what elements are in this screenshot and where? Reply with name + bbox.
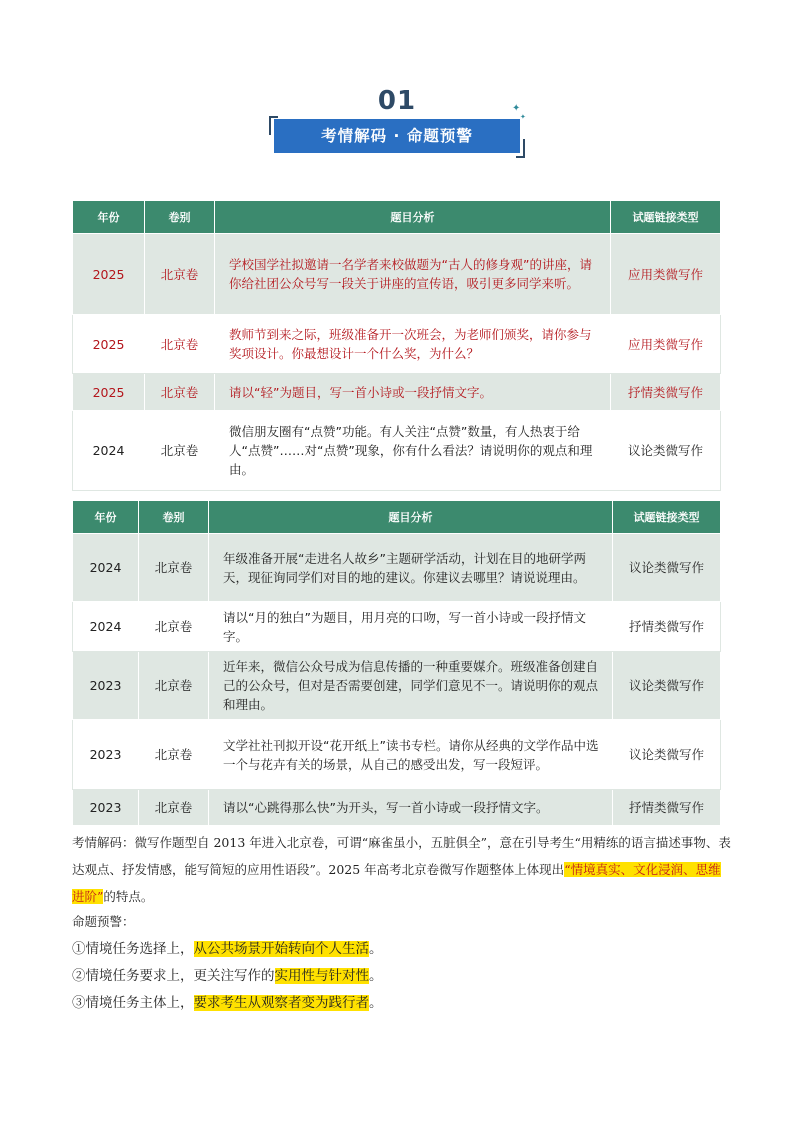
type-cell: 议论类微写作: [613, 652, 721, 720]
year-cell: 2023: [73, 652, 139, 720]
column-header: 题目分析: [215, 201, 611, 234]
warning-item-highlight: 实用性与针对性: [274, 968, 369, 984]
sparkle-icon: ✦: [520, 113, 526, 121]
paper-cell: 北京卷: [139, 534, 209, 602]
exam-table-2: [72, 500, 721, 826]
exam-decode-paragraph: [72, 829, 732, 910]
column-header: 卷别: [139, 501, 209, 534]
warning-item-end: 。: [369, 941, 383, 957]
paper-cell: 北京卷: [139, 652, 209, 720]
type-cell: 抒情类微写作: [611, 374, 721, 411]
paper-cell: 北京卷: [139, 720, 209, 790]
decode-text-end: 的特点。: [103, 889, 154, 904]
section-number: 01: [377, 86, 417, 116]
section-banner: [268, 103, 526, 159]
year-cell: 2024: [73, 602, 139, 652]
table-row: [73, 411, 721, 491]
type-cell: 议论类微写作: [611, 411, 721, 491]
topic-cell: 近年来，微信公众号成为信息传播的一种重要媒介。班级准备创建自己的公众号，但对是否需要创建，同学们意见不一。请说明你的观点和理由。: [209, 652, 613, 720]
year-cell: 2024: [73, 534, 139, 602]
type-cell: 抒情类微写作: [613, 790, 721, 826]
warning-item-end: 。: [369, 968, 383, 984]
topic-cell: 微信朋友圈有“点赞”功能。有人关注“点赞”数量，有人热衷于给人“点赞”……对“点赞”现象，你有什么看法？请说明你的观点和理由。: [215, 411, 611, 491]
year-cell: 2023: [73, 790, 139, 826]
topic-cell: 文学社社刊拟开设“花开纸上”读书专栏。请你从经典的文学作品中选一个与花卉有关的场景，从自己的感受出发，写一段短评。: [209, 720, 613, 790]
table-row: [73, 315, 721, 374]
column-header: 卷别: [145, 201, 215, 234]
warning-item-highlight: 要求考生从观察者变为践行者: [193, 995, 369, 1011]
column-header: 试题链接类型: [611, 201, 721, 234]
topic-cell: 请以“月的独白”为题目，用月亮的口吻，写一首小诗或一段抒情文字。: [209, 602, 613, 652]
table-header-row: [73, 201, 721, 234]
paper-cell: 北京卷: [139, 602, 209, 652]
section-title: 考情解码 · 命题预警: [274, 119, 520, 153]
topic-cell: 教师节到来之际，班级准备开一次班会，为老师们颁奖，请你参与奖项设计。你最想设计一个什么奖，为什么？: [215, 315, 611, 374]
warning-item-highlight: 从公共场景开始转向个人生活: [193, 941, 369, 957]
topic-cell: 请以“轻”为题目，写一首小诗或一段抒情文字。: [215, 374, 611, 411]
year-cell: 2023: [73, 720, 139, 790]
paper-cell: 北京卷: [145, 411, 215, 491]
warning-item-text: ②情境任务要求上，更关注写作的: [72, 968, 275, 984]
year-cell: 2025: [73, 234, 145, 315]
year-cell: 2025: [73, 315, 145, 374]
decode-highlight: “情境真实、文化浸润、思维进阶”: [72, 862, 721, 904]
year-cell: 2025: [73, 374, 145, 411]
type-cell: 应用类微写作: [611, 234, 721, 315]
warning-item: [72, 965, 732, 987]
column-header: 年份: [73, 201, 145, 234]
paper-cell: 北京卷: [139, 790, 209, 826]
table-header-row: [73, 501, 721, 534]
column-header: 年份: [73, 501, 139, 534]
decode-text: 考情解码：微写作题型自 2013 年进入北京卷，可谓“麻雀虽小，五脏俱全”，意在引导考生“用精练的语言描述事物、表达观点、抒发情感，能写简短的应用性语段”。2025 年高考北京卷微写作题整体上体现出: [72, 835, 731, 877]
warning-item: [72, 938, 732, 960]
paper-cell: 北京卷: [145, 234, 215, 315]
warning-item-text: ③情境任务主体上，: [72, 995, 194, 1011]
year-cell: 2024: [73, 411, 145, 491]
topic-cell: 学校国学社拟邀请一名学者来校做题为“古人的修身观”的讲座，请你给社团公众号写一段关于讲座的宣传语，吸引更多同学来听。: [215, 234, 611, 315]
column-header: 试题链接类型: [613, 501, 721, 534]
table-row: [73, 602, 721, 652]
warning-item-text: ①情境任务选择上，: [72, 941, 194, 957]
type-cell: 应用类微写作: [611, 315, 721, 374]
warning-item-end: 。: [369, 995, 383, 1011]
type-cell: 抒情类微写作: [613, 602, 721, 652]
table-row: [73, 534, 721, 602]
topic-cell: 请以“心跳得那么快”为开头，写一首小诗或一段抒情文字。: [209, 790, 613, 826]
table-row: [73, 374, 721, 411]
paper-cell: 北京卷: [145, 315, 215, 374]
paper-cell: 北京卷: [145, 374, 215, 411]
sparkle-icon: ✦: [512, 103, 521, 114]
type-cell: 议论类微写作: [613, 534, 721, 602]
table-row: [73, 652, 721, 720]
column-header: 题目分析: [209, 501, 613, 534]
type-cell: 议论类微写作: [613, 720, 721, 790]
warning-title: 命题预警：: [72, 914, 135, 929]
table-row: [73, 720, 721, 790]
warning-item: [72, 992, 732, 1014]
topic-cell: 年级准备开展“走进名人故乡”主题研学活动，计划在目的地研学两天，现征询同学们对目的地的建议。你建议去哪里？请说说理由。: [209, 534, 613, 602]
table-row: [73, 234, 721, 315]
table-row: [73, 790, 721, 826]
exam-table-1: [72, 200, 721, 491]
